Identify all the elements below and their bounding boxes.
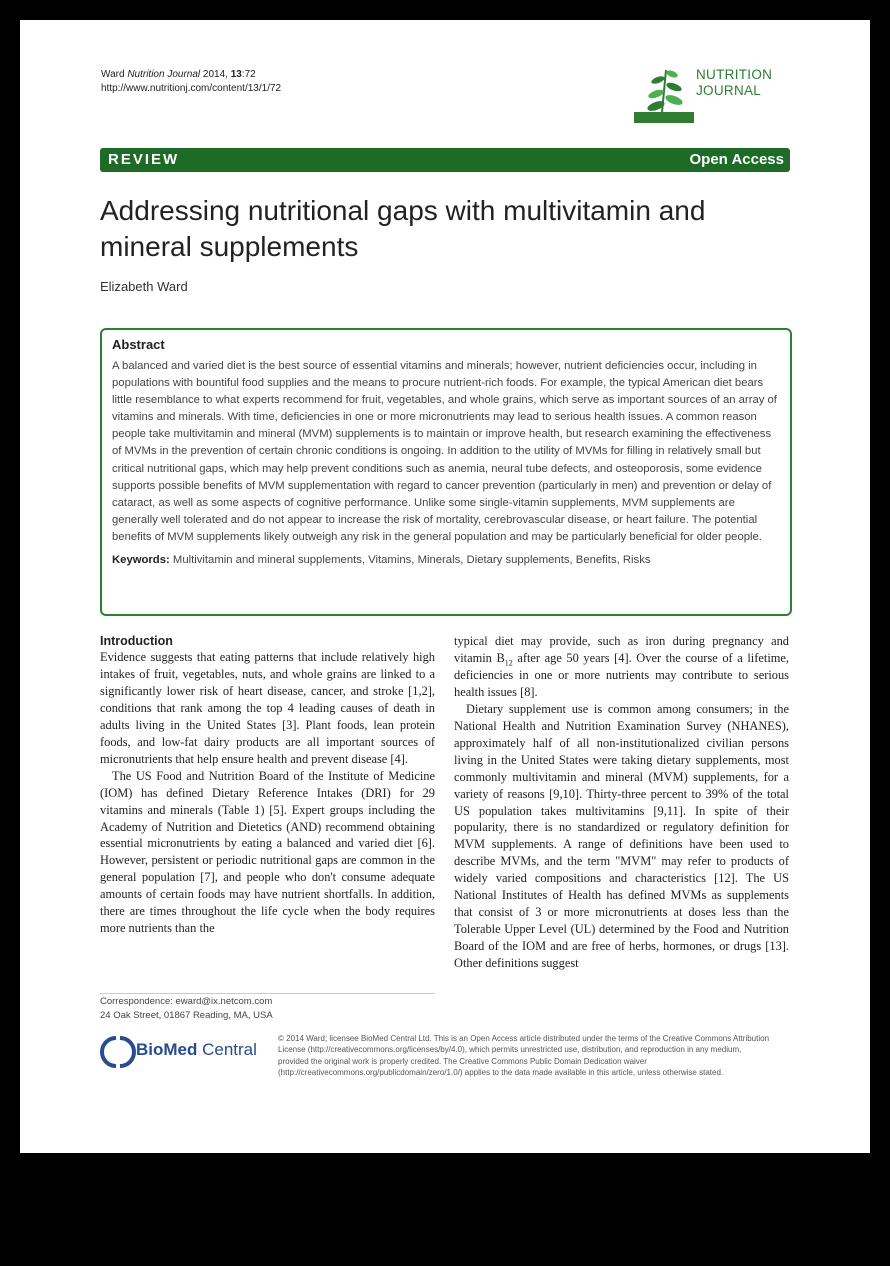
- citation: [101, 68, 281, 96]
- open-access-label: Open Access: [689, 151, 784, 168]
- correspondence-email: Correspondence: eward@ix.netcom.com: [100, 996, 273, 1007]
- correspondence: [100, 995, 273, 1022]
- keywords-label: Keywords:: [112, 554, 170, 567]
- article-type: REVIEW: [108, 151, 180, 168]
- article-url[interactable]: http://www.nutritionj.com/content/13/1/72: [101, 83, 282, 94]
- paragraph: The US Food and Nutrition Board of the Institute of Medicine (IOM) has defined Dietary Reference Intakes (DRI) for 29 vitamins and minerals (Table 1) [5]. Expert groups including the Academy of Nutrition and Dietetics (AND) recommend obtaining essential micronutrients by eating a balanced and varied diet [6]. However, persistent or periodic nutritional gaps are common in the general population [7], and people who don't consume adequate amounts of certain foods may have nutrient shortfalls. In addition, there are times throughout the life cycle when the body requires more nutrients than the: [100, 768, 435, 936]
- abstract-box: [100, 328, 792, 616]
- keywords-list: Multivitamin and mineral supplements, Vitamins, Minerals, Dietary supplements, Benefits, Risks: [169, 554, 651, 567]
- article-type-banner: [100, 148, 790, 172]
- paragraph: Dietary supplement use is common among consumers; in the National Health and Nutrition Examination Survey (NHANES), approximately half of all non-institutionalized civilian persons living in the United States were taking dietary supplements, most commonly multivitamin and mineral (MVM) supplements, for a variety of reasons [9,10]. Thirty-three percent to 39% of the total US population takes multivitamins [9,11]. In spite of their popularity, there is no standardized or regulatory definition for MVM supplements. A range of definitions have been used to describe MVMs, and the term "MVM" may refer to products of widely varied compositions and characteristics [12]. The US National Institutes of Health has defined MVMs as supplements that consist of 3 or more micronutrients at doses less than the Tolerable Upper Level (UL) determined by the Food and Nutrition Board of the IOM and are free of herbs, hormones, or drugs [13]. Other definitions suggest: [454, 701, 789, 971]
- publisher-name-bold: BioMed: [136, 1040, 198, 1059]
- text-run: after age 50 years [4]. Over the course of a lifetime, deficiencies in one or more nutrients may contribute to serious health issues [8].: [454, 650, 790, 699]
- paragraph: Evidence suggests that eating patterns that include relatively high intakes of fruit, vegetables, nuts, and whole grains are linked to a significantly lower risk of heart disease, cancer, and stroke [1,2], conditions that rank among the top 4 leading causes of death in adults living in the United States [3]. Plant foods, lean protein foods, and low-fat dairy products are all important sources of micronutrients that help ensure health and prevent disease [4].: [100, 650, 435, 766]
- abstract-body: A balanced and varied diet is the best source of essential vitamins and minerals; however, nutrient deficiencies occur, including in populations with bountiful food supplies and the means to procure nutrient-rich foods. For example, the typical American diet bears little resemblance to what experts recommend for fruit, vegetables, and whole grains, which serve as important sources of an array of vitamins and minerals. With time, deficiencies in one or more micronutrients may lead to serious health issues. A common reason people take multivitamin and mineral (MVM) supplements is to maintain or improve health, but research examining the effectiveness of MVMs in the prevention of certain chronic conditions is ongoing. In addition to the utility of MVMs for filling in relatively small but critical nutritional gaps, which may help prevent conditions such as anemia, neural tube defects, and osteoporosis, some evidence supports possible benefits of MVM supplementation with regard to cancer prevention (particularly in men) and prevention or delay of cataract, as well as some aspects of cognitive performance. Unlike some single-vitamin supplements, MVM supplements are generally well tolerated and do not appear to increase the risk of mortality, cerebrovascular disease, or heart failure. The potential benefits of MVM supplements likely outweigh any risk in the general population and may be particularly beneficial for older people.: [112, 360, 777, 543]
- license-text: © 2014 Ward; licensee BioMed Central Ltd. This is an Open Access article distributed under the terms of the Creative Commons Attribution License (http://creativecommons.org/licenses/by/4.0), which permits unrestricted use, distribution, and reproduction in any medium, provided the original work is properly credited. The Creative Commons Public Domain Dedication waiver (http://creativecommons.org/publicdomain/zero/1.0/) applies to the data made available in this article, unless otherwise stated.: [278, 1034, 770, 1077]
- subscript: 12: [504, 658, 513, 668]
- introduction-heading: Introduction: [100, 634, 173, 648]
- article-title: Addressing nutritional gaps with multivitamin and mineral supplements: [100, 195, 706, 262]
- cite-volume: 13: [230, 69, 242, 80]
- article-author: Elizabeth Ward: [100, 279, 188, 294]
- publisher-name-regular: Central: [197, 1040, 257, 1059]
- paper-page: [20, 20, 870, 1153]
- logo-line-1: NUTRITION: [696, 67, 773, 82]
- footnote-divider: [100, 993, 435, 994]
- left-column: [100, 633, 435, 937]
- text-run: typical diet may provide, such as iron during pregnancy and vitamin B: [454, 634, 789, 665]
- publisher-name: [136, 1040, 257, 1060]
- cite-author: Ward: [101, 69, 128, 80]
- paragraph: [454, 633, 789, 701]
- journal-logo-text: [696, 67, 772, 99]
- abstract-heading: Abstract: [112, 337, 165, 352]
- cite-journal: Nutrition Journal: [127, 69, 201, 80]
- correspondence-address: 24 Oak Street, 01867 Reading, MA, USA: [100, 1009, 273, 1021]
- right-column: [454, 633, 789, 972]
- cite-year: 2014,: [200, 69, 231, 80]
- cite-page: :72: [241, 69, 256, 80]
- logo-line-2: JOURNAL: [696, 83, 762, 98]
- keywords: [112, 552, 780, 569]
